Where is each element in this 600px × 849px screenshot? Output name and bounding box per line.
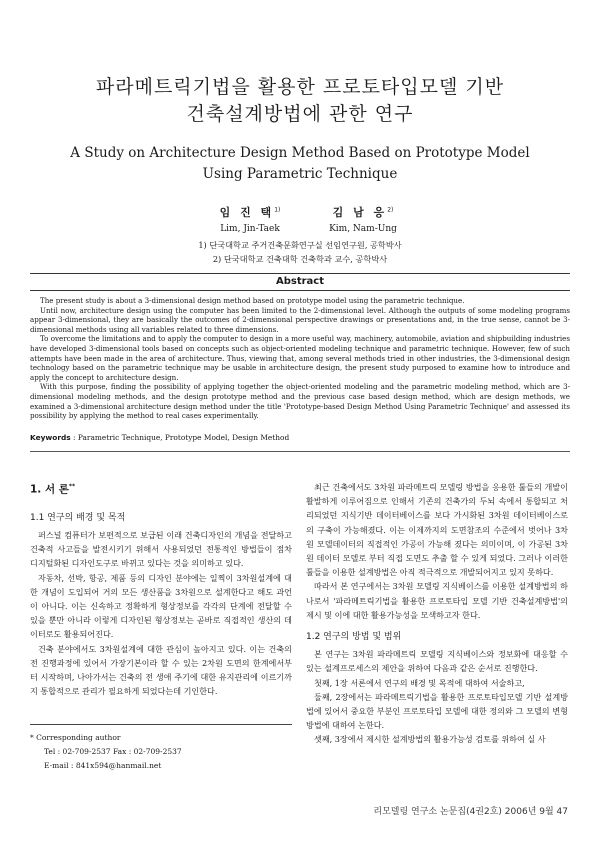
author-2-name [318, 204, 408, 220]
author-1-affil-mark: 1) [274, 206, 281, 214]
footnote [30, 724, 292, 773]
page-footer: 리모델링 연구소 논문집(4권2호) 2006년 9월 47 [373, 807, 568, 817]
section-title-text: 1. 서 론 [30, 483, 69, 496]
body-paragraph: 퍼스널 컴퓨터가 보편적으로 보급된 이래 건축디자인의 개념을 전달하고 건축적 사고들을 발전시키기 위해서 사용되었던 전통적인 방법들이 점차 디지털화된 디자인도구로 바뀌고 있다는 것을 의미하고 있다. [30, 529, 292, 569]
abstract-paragraph: With this purpose, finding the possibility of applying together the object-oriented modeling and the parametric modeling method, which are 3-dimensional modeling methods, and the design prototype method and the previous case based design method, which are design methods, we examined a 3-dimensional architecture design method under the title 'Prototype-based Design Method Using Parametric Technique' and assessed its possibility by applying the method to real cases experimentally. [30, 382, 570, 421]
author-1-roman-name: Lim, Jin-Taek [220, 224, 280, 234]
body-paragraph: 자동차, 선박, 항공, 제품 등의 디자인 분야에는 일찍이 3차원설계에 대한 개념이 도입되어 거의 모든 생산품을 3차원으로 설계한다고 해도 과언이 아니다. 이는 신속하고 정확하게 형상정보를 각각의 단계에 전달할 수 있을 뿐만 아니라 이렇게 디자인된 형상정보는 곧바로 직접적인 생산의 데이터로도 활용되어진다. [30, 572, 292, 640]
abstract-heading: Abstract [30, 273, 570, 291]
english-title-line-2: Using Parametric Technique [202, 166, 398, 182]
keywords [30, 433, 570, 442]
right-column [306, 480, 568, 747]
body-paragraph: 셋째, 3장에서 제시한 설계방법의 활용가능성 검토를 위하여 실 사 [314, 734, 546, 745]
left-column [30, 480, 292, 698]
body-paragraph: 건축 분야에서도 3차원설계에 대한 관심이 높아지고 있다. 이는 건축의 전 진행과정에 있어서 가장기본이라 할 수 있는 2차원 도면의 한계에서부터 시작하며, 나아가서는 건축의 전 생애 주기에 대한 유지관리에 이르기까지 통합적으로 관리가 필요하게 되었다는데 기인한다. [30, 643, 292, 697]
abstract-paragraph: To overcome the limitations and to apply the computer to design in a more useful way, machinery, automobile, aviation and shipbuilding industries have developed 3-dimensional tools based on concepts such as object-oriented modeling technique and parametric technique. However, few of such attempts have been made in the area of architecture. Thus, viewing that, among several methods tried in other industries, the 3-dimensional design technology based on the parametric technique may be usable in architecture design, the present study purposed to examine how to introduce and apply the concept to architecture design. [30, 334, 570, 382]
body-paragraph: 첫째, 1장 서론에서 연구의 배경 및 목적에 대하여 서술하고, [314, 677, 525, 688]
body-paragraph: 따라서 본 연구에서는 3차원 모델링 지식베이스를 이용한 설계방법의 하나로서 '파라메트릭기법을 활용한 프로토타입 모델 기반 건축설계방법'의 제시 및 이에 대한 활용가능성을 모색하고자 한다. [306, 581, 568, 620]
author-2-roman-name: Kim, Nam-Ung [329, 224, 397, 234]
subsection-1-2-title: 1.2 연구의 방법 및 범위 [306, 632, 402, 643]
author-1-name [205, 204, 295, 220]
section-title-mark: ** [68, 483, 76, 490]
abstract-paragraph: Until now, architecture design using the computer has been limited to the 2-dimensional level. Although the outputs of some modeling programs appear 3-dimensional, they are basically the outcomes of 2-dimensional perspective drawings or presentations and, in the true sense, cannot be 3-dimensional methods using all variables related to three dimensions. [30, 305, 570, 334]
keywords-divider [30, 451, 570, 452]
abstract-body [30, 296, 570, 421]
author-1 [205, 204, 295, 234]
korean-title-line-2: 건축설계방법에 관한 연구 [186, 103, 414, 125]
abstract-paragraph: The present study is about a 3-dimensional design method based on prototype model using the parametric technique. [40, 296, 465, 305]
keywords-text: : Parametric Technique, Prototype Model, Design Method [73, 433, 290, 442]
subsection-1-1-title: 1.1 연구의 배경 및 목적 [30, 512, 126, 523]
english-title-line-1: A Study on Architecture Design Method Based on Prototype Model [70, 145, 530, 161]
keywords-label: Keywords [30, 433, 71, 442]
footnote-phone: Tel : 02-709-2537 Fax : 02-709-2537 [44, 747, 182, 756]
author-2 [318, 204, 408, 234]
body-paragraph: 최근 건축에서도 3차원 파라메트릭 모델링 방법을 응용한 툴들의 개발이 활발하게 이루어짐으로 인해서 기존의 건축가의 두뇌 속에서 통합되고 처리되었던 지식기반 데이터베이스를 보다 가시화된 3차원 데이터베이스로의 구축이 가능해졌다. 이는 이제까지의 도면참조의 수준에서 벗어나 3차원 모델데이터의 직접적인 가공이 가능해 졌다는 의미이며, 이 가공된 3차원 데이터 모델로 부터 직접 도면도 추출 할 수 있게 되었다. 그러나 이러한 툴들을 이용한 설계방법은 아직 적극적으로 개발되어지고 있지 못하다. [306, 482, 568, 578]
affiliation-1: 1) 단국대학교 주거건축문화연구실 선임연구원, 공학박사 [198, 240, 402, 250]
footnote-email: E-mail : 841x594@hanmail.net [44, 761, 162, 770]
body-paragraph: 본 연구는 3차원 파라메트릭 모델링 지식베이스와 정보화에 대응할 수 있는 설계프로세스의 제안을 위하여 다음과 같은 순서로 진행한다. [306, 649, 568, 674]
affiliations [0, 238, 600, 266]
author-2-korean-name: 김 남 응 [332, 206, 388, 219]
affiliation-2: 2) 단국대학교 건축대학 건축학과 교수, 공학박사 [212, 254, 388, 264]
section-title [30, 480, 292, 497]
body-paragraph: 둘째, 2장에서는 파라메트릭기법을 활용한 프로토타입모델 기반 설계방법에 있어서 중요한 부분인 프로토타입 모델에 대한 정의와 그 모델의 변형방법에 대하여 논한다. [306, 691, 568, 731]
spacer [306, 622, 568, 630]
footnote-label: * Corresponding author [30, 733, 121, 742]
author-1-korean-name: 임 진 택 [219, 206, 275, 219]
author-2-affil-mark: 2) [387, 206, 394, 214]
korean-title-line-1: 파라메트릭기법을 활용한 프로토타입모델 기반 [95, 76, 505, 98]
